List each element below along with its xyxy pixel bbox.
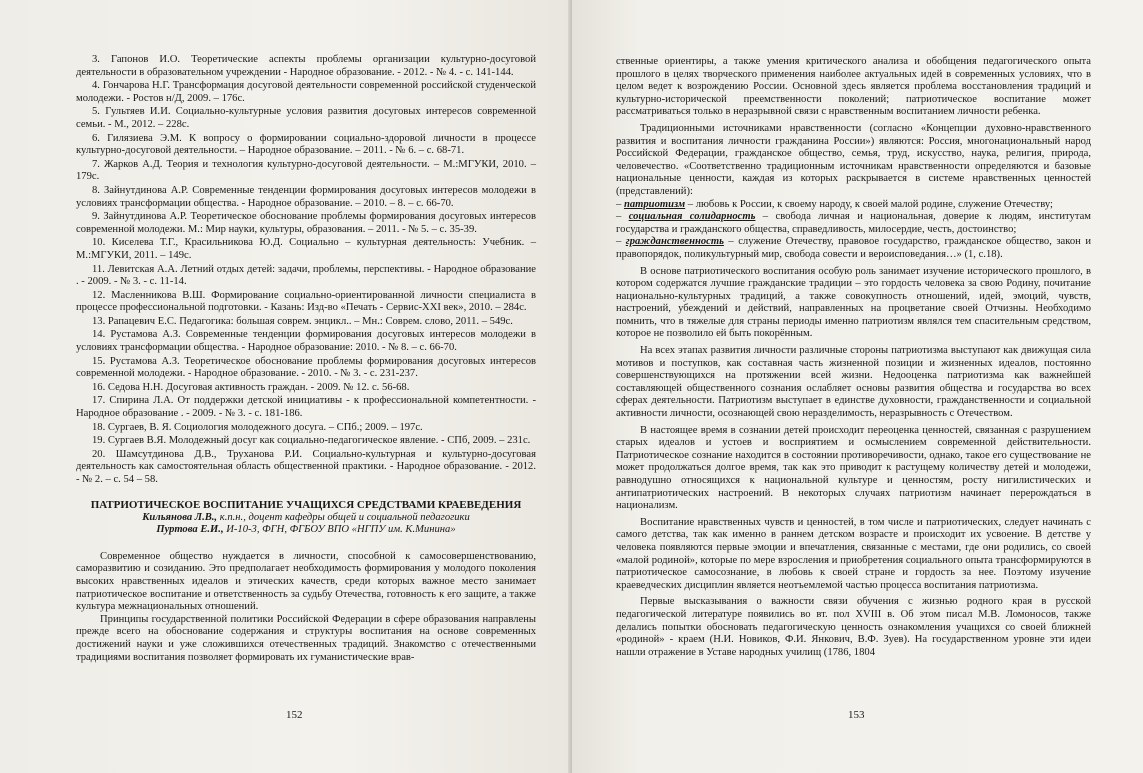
reference-item: 12. Масленникова В.Ш. Формирование социально-ориентированной личности специалиста в процессе профессиональной подготовки. - Казань: Изд-во «Печать - Сервис-XXI век», 2010. – 284с. [76,289,536,314]
reference-item: 14. Рустамова А.З. Современные тенденции формирования досуговых интересов молодежи в условиях трансформации общества. - Народное образование: 2010. - № 8. – с. 66-70. [76,329,536,354]
reference-item: 3. Гапонов И.О. Теоретические аспекты проблемы организации культурно-досуговой деятельности в образовательном учреждении - Народное образование. - 2012. - № 4. - с. 141-144. [76,54,536,78]
body-paragraph: Воспитание нравственных чувств и ценностей, в том числе и патриотических, следует начинать с самого детства, так как именно в раннем детском возрасте и происходит их усвоение. В детстве у человека появляются первые эмоции и впечатления, связанные с местами, где они родились, со своей «малой родиной», которые по мере взросления и приобретения социального опыта трансформируются в патриотическое самосознание, в любовь к своей стране и гордость за нее. Поэтому изучение краеведческих дисциплин является неотъемлемой частью процесса воспитания патриотизма. [616,516,1091,591]
body-paragraph: В настоящее время в сознании детей происходит переоценка ценностей, связанная с разрушением старых идеалов и устоев и восприятием и осмыслением современной действительности. Патриотическое сознание находится в состоянии противоречивости, однако, такое его существование не может продолжаться долгое время, так как это приводит к растущему количеству детей и молодежи, равнодушно относящихся к национальной культуре и ценностям, росту нигилистических и антипатриотических настроений. В некоторых случаях патриотизм начинает перерождаться в национализм. [616,424,1091,512]
body-paragraph: Современное общество нуждается в личности, способной к самосовершенствованию, саморазвитию и созиданию. Это предполагает необходимость формирования у молодого поколения высоких нравственных идеалов и этических качеств, среди которых важное место занимает патриотическое воспитание и ответственность за судьбу Отечества, готовность к его защите, а также культура межнациональных отношений. [76,550,536,613]
reference-item: 19. Сургаев В.Я. Молодежный досуг как социально-педагогическое явление. - СПб, 2009. – 231с. [92,435,531,447]
value-text: – свобода личная и национальная, доверие к людям, институтам государства и гражданского общества, справедливость, милосердие, честь, достоинство; [616,211,1091,235]
reference-item: 7. Жарков А.Д. Теория и технология культурно-досуговой деятельности. – М.:МГУКИ, 2010. – 179с. [76,158,536,183]
value-term: гражданственность [625,236,724,248]
article-title: ПАТРИОТИЧЕСКОЕ ВОСПИТАНИЕ УЧАЩИХСЯ СРЕДСТВАМИ КРАЕВЕДЕНИЯ [90,498,522,511]
author-line-2 [76,524,536,537]
body-paragraph: Первые высказывания о важности связи обучения с жизнью родного края в русской педагогической литературе появились во вт. пол XVIII в. Об этом писал М.В. Ломоносов, также делались попытки обосновать педагогическую ценность ознакомления учащихся со своей ближней «родиной» - краем (Н.И. Новиков, Ф.И. Янкович, В.Ф. Зуев). На государственном уровне эти идеи нашли отражение в Уставе народных училищ (1786, 1804 [616,596,1091,658]
reference-item: 11. Левитская А.А. Летний отдых детей: задачи, проблемы, перспективы. - Народное образование . - 2009. - № 3. - с. 11-14. [76,263,536,288]
author-1-affiliation: к.п.н., доцент кафедры общей и социальной педагогики [217,511,470,523]
reference-item: 10. Киселева Т.Г., Красильникова Ю.Д. Социально – культурная деятельность: Учебник. – М.:МГУКИ, 2011. – 149с. [76,237,536,261]
reference-item: 18. Сургаев, В. Я. Социология молодежного досуга. – СПб.; 2009. – 197с. [92,421,423,433]
page-number: 153 [848,709,865,721]
reference-item: 8. Зайнутдинова А.Р. Современные тенденции формирования досуговых интересов молодежи в условиях трансформации общества. - Народное образование. – 2010. – 8. – с. 66-70. [76,184,536,209]
right-page [572,0,1143,773]
author-2-name: Пуртова Е.И., [156,524,224,536]
reference-item: 13. Рапацевич Е.С. Педагогика: большая соврем. энцикл.. – Мн.: Соврем. слово, 2011. – 549с. [92,315,513,327]
reference-item: 20. Шамсутдинова Д.В., Труханова Р.И. Социально-культурная и культурно-досуговая деятельность как самостоятельная область общественной практики. - Народное образование. - 2012. - № 2. – с. 54 – 58. [76,448,536,485]
value-text: – служение Отечеству, правовое государство, гражданское общество, закон и правопорядок, поликультурный мир, свобода совести и вероисповедания…» (1, с.18). [616,236,1091,260]
value-item: – социальная солидарность – свобода личная и национальная, доверие к людям, институтам государства и гражданского общества, справедливость, милосердие, честь, достоинство; [616,211,1091,235]
reference-item: 9. Зайнутдинова А.Р. Теоретическое обоснование проблемы формирования досуговых интересов современной молодежи. М.: Мир науки, культуры, образования. – 2011. - № 5. – с. 35-39. [76,211,536,235]
value-item: – патриотизм – любовь к России, к своему народу, к своей малой родине, служение Отечеству; [616,198,1053,210]
reference-item: 15. Рустамова А.З. Теоретическое обоснование проблемы формирования досуговых интересов современной молодежи. - Народное образование. - 2010. - № 3. - с. 231-237. [76,355,536,380]
page-number: 152 [286,709,303,721]
reference-item: 17. Спирина Л.А. От поддержки детской инициативы - к профессиональной компетентности. - Народное образование . - 2009. - № 3. - с. 181-186. [76,395,536,420]
body-paragraph: На всех этапах развития личности различные стороны патриотизма выступают как движущая сила мотивов и поступков, как составная часть жизненной позиции и жизненных идеалов, постоянно совершенствующихся на протяжении всей жизни. Недооценка патриотизма как важнейшей составляющей общественного сознания ослабляет основы развития общества и государства во всех сферах деятельности. Патриотизм выступает в единстве духовности, гражданственности и социальной активности личности, осознающей свою неразделимость, неразрывность с Отечеством. [616,345,1091,420]
value-term: патриотизм [623,198,686,210]
body-paragraph: ственные ориентиры, а также умения критического анализа и обобщения педагогического опыта прошлого в целях творческого применения наиболее актуальных идей в современных условиях, что в целом ведет к возрождению России. Основной здесь является проблема восстановления традиций и культурно-исторической преемственности поколений; патриотическое воспитание может рассматриваться только в неразрывной связи с нравственным воспитанием личности ребенка. [616,56,1091,118]
body-paragraph: Традиционными источниками нравственности (согласно «Концепции духовно-нравственного развития и воспитания личности гражданина России») являются: Россия, многонациональный народ Российской Федерации, гражданское общество, семья, труд, искусство, наука, религия, природа, человечество. «Соответственно традиционным источникам нравственности определяются и базовые национальные ценности, каждая из которых раскрывается в системе нравственных ценностей (представлений): [616,122,1091,197]
reference-item: 5. Гультяев И.И. Социально-культурные условия развития досуговых интересов современной семьи. - М., 2012. – 228с. [76,106,536,130]
author-1-name: Кильянова Л.В., [142,511,218,523]
reference-item: 16. Седова Н.Н. Досуговая активность граждан. - 2009. № 12. с. 56-68. [92,381,410,393]
author-2-affiliation: И-10-3, ФГН, ФГБОУ ВПО «НГПУ им. К.Минина» [223,524,456,536]
reference-item: 4. Гончарова Н.Г. Трансформация досуговой деятельности современной российской студенческой молодежи. - Ростов н/Д, 2009. – 176с. [76,80,536,104]
value-item: – гражданственность – служение Отечеству, правовое государство, гражданское общество, закон и правопорядок, поликультурный мир, свобода совести и вероисповедания…» (1, с.18). [616,236,1091,260]
body-paragraph: В основе патриотического воспитания особую роль занимает изучение исторического прошлого, в котором содержатся лучшие гражданские традиции – это гордость человека за свою Родину, почитание национально-культурных традиций, а также совокупность отношений, идей, эмоций, чувств, настроений, убеждений и действий, направленных на процветание своей Отчизны. Необходимо помнить, что в тяжелые для страны периоды именно патриотизм являлся тем спасительным средством, которое не позволило ей быть покорённым. [616,265,1091,340]
value-term: социальная солидарность [628,211,756,223]
reference-list [76,54,536,487]
reference-item: 6. Гилязиева Э.М. К вопросу о формировании социально-здоровой личности в процессе культурно-досуговой деятельности. – Народное образование. – 2011. - № 6. – с. 68-71. [76,132,536,157]
value-text: – любовь к России, к своему народу, к своей малой родине, служение Отечеству; [685,198,1053,210]
body-paragraph: Принципы государственной политики Российской Федерации в сфере образования направлены прежде всего на обоснование содержания и структуры воспитания на основе современных достижений науки и уже сложившихся отечественных традиций. Знакомство с отечественными традициями воспитания позволяет формировать их гуманистические врав- [76,613,536,663]
author-line-1 [76,512,536,525]
